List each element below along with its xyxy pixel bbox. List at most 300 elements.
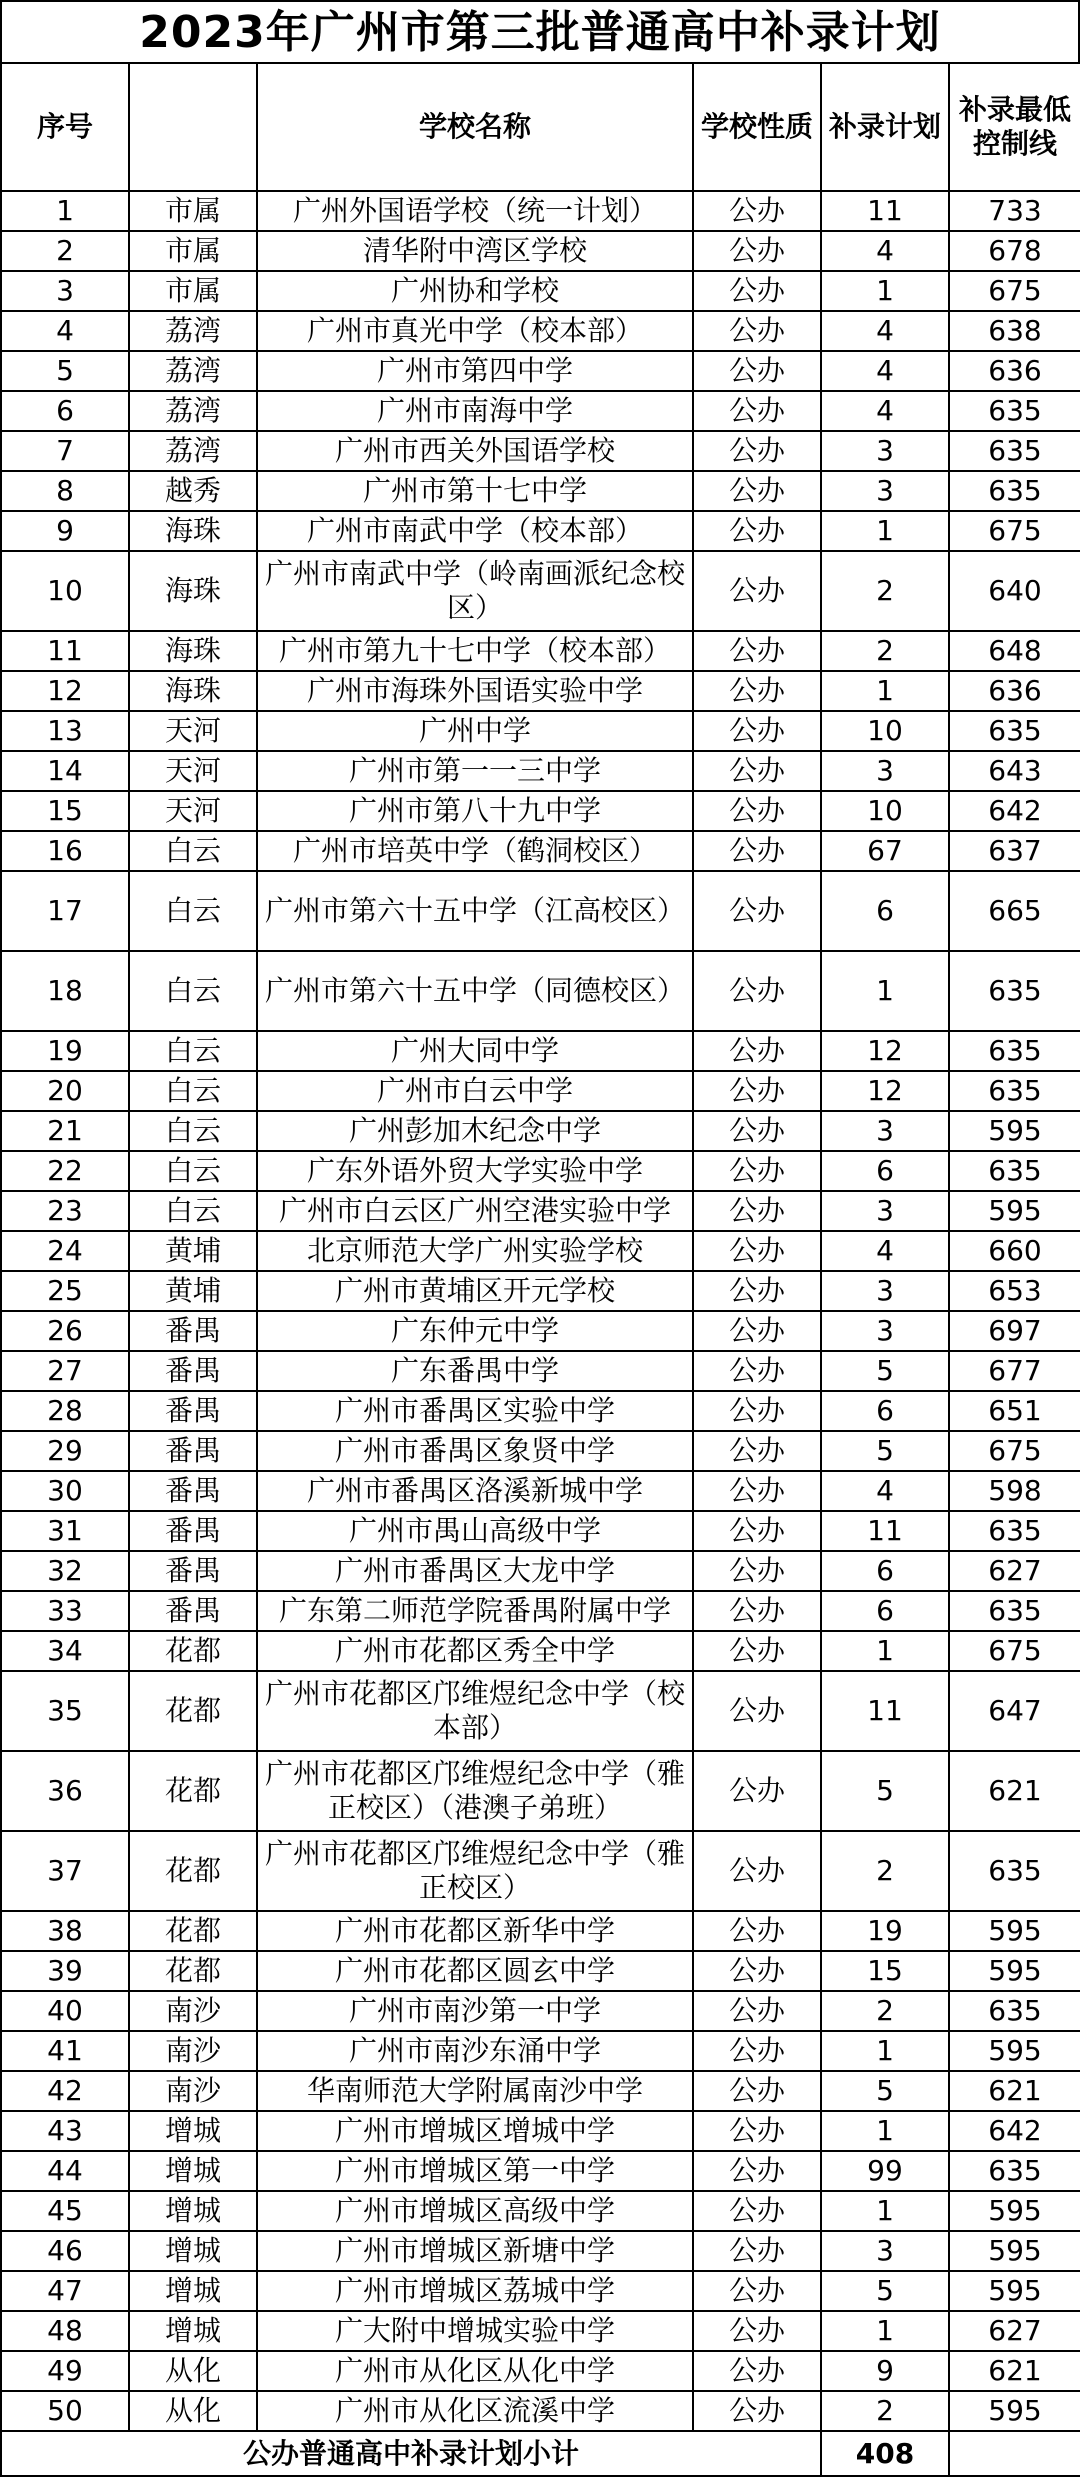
cell-school-type: 公办 [693, 351, 821, 391]
cell-min-score: 648 [949, 631, 1080, 671]
cell-min-score: 635 [949, 1031, 1080, 1071]
cell-school-type: 公办 [693, 1751, 821, 1831]
cell-school-name: 广州市第一一三中学 [257, 751, 693, 791]
cell-min-score: 635 [949, 711, 1080, 751]
cell-min-score: 651 [949, 1391, 1080, 1431]
cell-row-number: 1 [1, 191, 129, 231]
cell-min-score: 595 [949, 2191, 1080, 2231]
cell-min-score: 595 [949, 1911, 1080, 1951]
cell-plan-count: 1 [821, 1631, 949, 1671]
cell-district: 番禺 [129, 1471, 257, 1511]
cell-school-name: 广州市番禺区实验中学 [257, 1391, 693, 1431]
cell-min-score: 635 [949, 1991, 1080, 2031]
cell-min-score: 635 [949, 951, 1080, 1031]
cell-school-name: 广州市黄埔区开元学校 [257, 1271, 693, 1311]
cell-district: 番禺 [129, 1391, 257, 1431]
cell-school-name: 广州市第十七中学 [257, 471, 693, 511]
cell-school-type: 公办 [693, 1391, 821, 1431]
cell-plan-count: 5 [821, 2071, 949, 2111]
cell-row-number: 18 [1, 951, 129, 1031]
cell-min-score: 660 [949, 1231, 1080, 1271]
cell-row-number: 35 [1, 1671, 129, 1751]
table-row [1, 1391, 1080, 1431]
cell-row-number: 27 [1, 1351, 129, 1391]
table-row [1, 1991, 1080, 2031]
cell-school-type: 公办 [693, 1431, 821, 1471]
cell-school-name: 广州市第八十九中学 [257, 791, 693, 831]
cell-min-score: 653 [949, 1271, 1080, 1311]
cell-district: 海珠 [129, 671, 257, 711]
cell-district: 增城 [129, 2111, 257, 2151]
cell-row-number: 48 [1, 2311, 129, 2351]
cell-school-name: 广州市从化区从化中学 [257, 2351, 693, 2391]
subtotal-empty-cell [949, 2431, 1080, 2476]
cell-district: 白云 [129, 1191, 257, 1231]
cell-school-name: 广州市番禺区洛溪新城中学 [257, 1471, 693, 1511]
cell-school-type: 公办 [693, 2231, 821, 2271]
cell-district: 天河 [129, 711, 257, 751]
cell-min-score: 635 [949, 2151, 1080, 2191]
cell-row-number: 11 [1, 631, 129, 671]
cell-school-name: 广州市南沙东涌中学 [257, 2031, 693, 2071]
cell-school-name: 广州协和学校 [257, 271, 693, 311]
cell-min-score: 598 [949, 1471, 1080, 1511]
cell-row-number: 31 [1, 1511, 129, 1551]
cell-district: 荔湾 [129, 351, 257, 391]
table-row [1, 1831, 1080, 1911]
cell-plan-count: 67 [821, 831, 949, 871]
cell-school-name: 广州市南海中学 [257, 391, 693, 431]
cell-plan-count: 1 [821, 2311, 949, 2351]
cell-plan-count: 12 [821, 1031, 949, 1071]
cell-district: 黄埔 [129, 1271, 257, 1311]
cell-school-type: 公办 [693, 1231, 821, 1271]
cell-school-name: 广州市番禺区大龙中学 [257, 1551, 693, 1591]
cell-row-number: 14 [1, 751, 129, 791]
cell-district: 增城 [129, 2151, 257, 2191]
cell-school-name: 广州市第四中学 [257, 351, 693, 391]
cell-row-number: 49 [1, 2351, 129, 2391]
cell-school-type: 公办 [693, 2351, 821, 2391]
cell-min-score: 595 [949, 2031, 1080, 2071]
cell-plan-count: 11 [821, 191, 949, 231]
cell-school-type: 公办 [693, 791, 821, 831]
table-row [1, 271, 1080, 311]
table-row [1, 1551, 1080, 1591]
cell-plan-count: 2 [821, 631, 949, 671]
table-row [1, 1111, 1080, 1151]
table-row [1, 191, 1080, 231]
cell-district: 番禺 [129, 1511, 257, 1551]
table-row [1, 1191, 1080, 1231]
cell-district: 花都 [129, 1751, 257, 1831]
cell-row-number: 9 [1, 511, 129, 551]
cell-district: 白云 [129, 951, 257, 1031]
cell-plan-count: 15 [821, 1951, 949, 1991]
cell-school-name: 广州市培英中学（鹤洞校区） [257, 831, 693, 871]
table-row [1, 431, 1080, 471]
cell-school-type: 公办 [693, 1471, 821, 1511]
table-row [1, 1511, 1080, 1551]
cell-school-type: 公办 [693, 1351, 821, 1391]
cell-min-score: 635 [949, 1591, 1080, 1631]
subtotal-row [1, 2431, 1080, 2476]
cell-plan-count: 4 [821, 391, 949, 431]
cell-plan-count: 1 [821, 271, 949, 311]
cell-district: 市属 [129, 231, 257, 271]
cell-school-type: 公办 [693, 631, 821, 671]
cell-school-type: 公办 [693, 551, 821, 631]
header-cell-plan: 补录计划 [821, 63, 949, 191]
cell-row-number: 40 [1, 1991, 129, 2031]
table-row [1, 671, 1080, 711]
cell-plan-count: 1 [821, 511, 949, 551]
table-row [1, 871, 1080, 951]
page-title: 2023年广州市第三批普通高中补录计划 [0, 0, 1080, 62]
cell-school-type: 公办 [693, 871, 821, 951]
cell-district: 荔湾 [129, 431, 257, 471]
cell-district: 番禺 [129, 1551, 257, 1591]
cell-school-type: 公办 [693, 1191, 821, 1231]
cell-district: 荔湾 [129, 391, 257, 431]
subtotal-value: 408 [821, 2431, 949, 2476]
cell-school-type: 公办 [693, 511, 821, 551]
cell-school-type: 公办 [693, 2151, 821, 2191]
cell-min-score: 642 [949, 791, 1080, 831]
cell-min-score: 595 [949, 2271, 1080, 2311]
cell-row-number: 16 [1, 831, 129, 871]
cell-min-score: 635 [949, 1831, 1080, 1911]
cell-min-score: 642 [949, 2111, 1080, 2151]
cell-district: 白云 [129, 831, 257, 871]
cell-school-type: 公办 [693, 1591, 821, 1631]
cell-school-name: 广州市花都区秀全中学 [257, 1631, 693, 1671]
cell-school-type: 公办 [693, 471, 821, 511]
cell-school-type: 公办 [693, 431, 821, 471]
table-row [1, 1751, 1080, 1831]
cell-plan-count: 11 [821, 1671, 949, 1751]
cell-district: 市属 [129, 271, 257, 311]
cell-school-name: 广州市白云中学 [257, 1071, 693, 1111]
table-row [1, 2111, 1080, 2151]
cell-row-number: 6 [1, 391, 129, 431]
cell-min-score: 636 [949, 351, 1080, 391]
cell-row-number: 33 [1, 1591, 129, 1631]
cell-plan-count: 2 [821, 1831, 949, 1911]
header-cell-district [129, 63, 257, 191]
table-row [1, 751, 1080, 791]
cell-school-type: 公办 [693, 1031, 821, 1071]
cell-plan-count: 4 [821, 351, 949, 391]
cell-row-number: 5 [1, 351, 129, 391]
cell-row-number: 41 [1, 2031, 129, 2071]
cell-plan-count: 3 [821, 471, 949, 511]
cell-plan-count: 6 [821, 871, 949, 951]
cell-school-name: 广东仲元中学 [257, 1311, 693, 1351]
table-row [1, 951, 1080, 1031]
header-cell-school-name: 学校名称 [257, 63, 693, 191]
cell-row-number: 26 [1, 1311, 129, 1351]
cell-school-name: 广东番禺中学 [257, 1351, 693, 1391]
table-row [1, 1431, 1080, 1471]
cell-plan-count: 3 [821, 1191, 949, 1231]
cell-school-type: 公办 [693, 2031, 821, 2071]
cell-school-type: 公办 [693, 2071, 821, 2111]
table-row [1, 1271, 1080, 1311]
cell-school-name: 广州市西关外国语学校 [257, 431, 693, 471]
cell-plan-count: 6 [821, 1391, 949, 1431]
cell-school-name: 广州市禺山高级中学 [257, 1511, 693, 1551]
cell-plan-count: 11 [821, 1511, 949, 1551]
cell-plan-count: 4 [821, 311, 949, 351]
table-body [1, 191, 1080, 2431]
table-row [1, 1671, 1080, 1751]
cell-min-score: 640 [949, 551, 1080, 631]
cell-row-number: 32 [1, 1551, 129, 1591]
cell-row-number: 39 [1, 1951, 129, 1991]
cell-min-score: 627 [949, 2311, 1080, 2351]
cell-school-type: 公办 [693, 271, 821, 311]
cell-school-type: 公办 [693, 2391, 821, 2431]
cell-school-name: 广州市第六十五中学（江高校区） [257, 871, 693, 951]
cell-min-score: 635 [949, 1071, 1080, 1111]
cell-row-number: 13 [1, 711, 129, 751]
cell-district: 海珠 [129, 631, 257, 671]
cell-min-score: 595 [949, 2391, 1080, 2431]
cell-row-number: 20 [1, 1071, 129, 1111]
cell-min-score: 595 [949, 1191, 1080, 1231]
cell-min-score: 675 [949, 271, 1080, 311]
cell-school-type: 公办 [693, 2191, 821, 2231]
cell-plan-count: 19 [821, 1911, 949, 1951]
table-row [1, 1911, 1080, 1951]
table-row [1, 231, 1080, 271]
cell-min-score: 677 [949, 1351, 1080, 1391]
cell-school-name: 广州外国语学校（统一计划） [257, 191, 693, 231]
cell-district: 白云 [129, 1031, 257, 1071]
cell-district: 南沙 [129, 2031, 257, 2071]
table-row [1, 2351, 1080, 2391]
cell-min-score: 647 [949, 1671, 1080, 1751]
cell-school-name: 广州大同中学 [257, 1031, 693, 1071]
table-row [1, 1351, 1080, 1391]
cell-min-score: 627 [949, 1551, 1080, 1591]
cell-school-type: 公办 [693, 1911, 821, 1951]
cell-school-type: 公办 [693, 2311, 821, 2351]
cell-plan-count: 1 [821, 2111, 949, 2151]
cell-min-score: 638 [949, 311, 1080, 351]
table-row [1, 2151, 1080, 2191]
cell-plan-count: 5 [821, 1431, 949, 1471]
cell-row-number: 4 [1, 311, 129, 351]
table-row [1, 791, 1080, 831]
table-row [1, 2031, 1080, 2071]
cell-school-name: 广州市从化区流溪中学 [257, 2391, 693, 2431]
cell-min-score: 675 [949, 1631, 1080, 1671]
header-cell-min-score: 补录最低控制线 [949, 63, 1080, 191]
cell-district: 增城 [129, 2231, 257, 2271]
cell-school-type: 公办 [693, 1951, 821, 1991]
cell-plan-count: 3 [821, 1311, 949, 1351]
table-row [1, 2311, 1080, 2351]
table-row [1, 1311, 1080, 1351]
table-row [1, 631, 1080, 671]
cell-school-name: 广州市白云区广州空港实验中学 [257, 1191, 693, 1231]
cell-min-score: 595 [949, 1951, 1080, 1991]
cell-school-name: 广州市增城区第一中学 [257, 2151, 693, 2191]
cell-plan-count: 5 [821, 1751, 949, 1831]
cell-district: 花都 [129, 1671, 257, 1751]
cell-min-score: 595 [949, 1111, 1080, 1151]
cell-school-name: 广州市花都区新华中学 [257, 1911, 693, 1951]
cell-min-score: 697 [949, 1311, 1080, 1351]
cell-district: 从化 [129, 2351, 257, 2391]
cell-school-type: 公办 [693, 1551, 821, 1591]
cell-min-score: 621 [949, 2071, 1080, 2111]
cell-school-type: 公办 [693, 951, 821, 1031]
cell-school-name: 广东第二师范学院番禺附属中学 [257, 1591, 693, 1631]
cell-district: 花都 [129, 1911, 257, 1951]
cell-district: 海珠 [129, 511, 257, 551]
cell-school-name: 广州彭加木纪念中学 [257, 1111, 693, 1151]
cell-district: 南沙 [129, 2071, 257, 2111]
cell-row-number: 50 [1, 2391, 129, 2431]
cell-row-number: 28 [1, 1391, 129, 1431]
cell-plan-count: 12 [821, 1071, 949, 1111]
cell-row-number: 25 [1, 1271, 129, 1311]
table-row [1, 1471, 1080, 1511]
cell-min-score: 643 [949, 751, 1080, 791]
cell-plan-count: 3 [821, 1271, 949, 1311]
cell-school-name: 广州市第九十七中学（校本部） [257, 631, 693, 671]
cell-min-score: 621 [949, 2351, 1080, 2391]
cell-plan-count: 4 [821, 1471, 949, 1511]
cell-row-number: 45 [1, 2191, 129, 2231]
cell-school-name: 广州市真光中学（校本部） [257, 311, 693, 351]
table-row [1, 1071, 1080, 1111]
cell-district: 越秀 [129, 471, 257, 511]
cell-row-number: 42 [1, 2071, 129, 2111]
cell-plan-count: 2 [821, 2391, 949, 2431]
table-row [1, 351, 1080, 391]
cell-min-score: 733 [949, 191, 1080, 231]
cell-plan-count: 4 [821, 231, 949, 271]
cell-school-type: 公办 [693, 1991, 821, 2031]
cell-row-number: 44 [1, 2151, 129, 2191]
cell-row-number: 47 [1, 2271, 129, 2311]
table-row [1, 551, 1080, 631]
cell-min-score: 675 [949, 1431, 1080, 1471]
cell-school-name: 广州市增城区增城中学 [257, 2111, 693, 2151]
cell-plan-count: 9 [821, 2351, 949, 2391]
cell-school-type: 公办 [693, 831, 821, 871]
cell-min-score: 637 [949, 831, 1080, 871]
cell-min-score: 635 [949, 431, 1080, 471]
cell-district: 番禺 [129, 1591, 257, 1631]
cell-district: 增城 [129, 2271, 257, 2311]
cell-district: 黄埔 [129, 1231, 257, 1271]
cell-school-name: 广州市花都区邝维煜纪念中学（雅正校区） [257, 1831, 693, 1911]
cell-school-name: 广州市南武中学（校本部） [257, 511, 693, 551]
cell-school-type: 公办 [693, 231, 821, 271]
cell-district: 增城 [129, 2191, 257, 2231]
cell-row-number: 24 [1, 1231, 129, 1271]
cell-district: 荔湾 [129, 311, 257, 351]
cell-district: 番禺 [129, 1351, 257, 1391]
cell-district: 番禺 [129, 1431, 257, 1471]
cell-min-score: 635 [949, 471, 1080, 511]
cell-plan-count: 1 [821, 951, 949, 1031]
table-row [1, 2231, 1080, 2271]
cell-row-number: 36 [1, 1751, 129, 1831]
cell-min-score: 678 [949, 231, 1080, 271]
cell-district: 从化 [129, 2391, 257, 2431]
cell-district: 花都 [129, 1951, 257, 1991]
cell-plan-count: 5 [821, 2271, 949, 2311]
cell-district: 海珠 [129, 551, 257, 631]
cell-district: 天河 [129, 791, 257, 831]
cell-school-type: 公办 [693, 1151, 821, 1191]
cell-school-type: 公办 [693, 1071, 821, 1111]
cell-plan-count: 2 [821, 551, 949, 631]
cell-district: 花都 [129, 1631, 257, 1671]
cell-school-type: 公办 [693, 191, 821, 231]
cell-plan-count: 10 [821, 791, 949, 831]
cell-school-name: 广州市花都区邝维煜纪念中学（校本部） [257, 1671, 693, 1751]
cell-row-number: 22 [1, 1151, 129, 1191]
cell-school-type: 公办 [693, 2111, 821, 2151]
cell-row-number: 34 [1, 1631, 129, 1671]
cell-row-number: 2 [1, 231, 129, 271]
cell-school-name: 广州市番禺区象贤中学 [257, 1431, 693, 1471]
cell-school-type: 公办 [693, 711, 821, 751]
cell-district: 天河 [129, 751, 257, 791]
cell-school-type: 公办 [693, 751, 821, 791]
cell-plan-count: 6 [821, 1151, 949, 1191]
cell-district: 白云 [129, 871, 257, 951]
cell-district: 增城 [129, 2311, 257, 2351]
cell-plan-count: 6 [821, 1551, 949, 1591]
table-row [1, 1231, 1080, 1271]
cell-row-number: 21 [1, 1111, 129, 1151]
cell-school-name: 广州市增城区荔城中学 [257, 2271, 693, 2311]
cell-min-score: 665 [949, 871, 1080, 951]
table-row [1, 511, 1080, 551]
cell-row-number: 29 [1, 1431, 129, 1471]
cell-row-number: 23 [1, 1191, 129, 1231]
cell-school-type: 公办 [693, 391, 821, 431]
cell-plan-count: 3 [821, 2231, 949, 2271]
table-row [1, 2071, 1080, 2111]
cell-min-score: 635 [949, 1151, 1080, 1191]
cell-school-name: 广大附中增城实验中学 [257, 2311, 693, 2351]
cell-school-name: 华南师范大学附属南沙中学 [257, 2071, 693, 2111]
cell-row-number: 43 [1, 2111, 129, 2151]
cell-school-name: 广州市南武中学（岭南画派纪念校区） [257, 551, 693, 631]
table-row [1, 1631, 1080, 1671]
cell-school-name: 广州市增城区高级中学 [257, 2191, 693, 2231]
cell-plan-count: 3 [821, 1111, 949, 1151]
header-row [1, 63, 1080, 191]
cell-row-number: 17 [1, 871, 129, 951]
cell-row-number: 3 [1, 271, 129, 311]
cell-school-name: 广州市南沙第一中学 [257, 1991, 693, 2031]
table-row [1, 471, 1080, 511]
table-row [1, 1591, 1080, 1631]
table-row [1, 391, 1080, 431]
cell-min-score: 675 [949, 511, 1080, 551]
cell-school-name: 广州市第六十五中学（同德校区） [257, 951, 693, 1031]
